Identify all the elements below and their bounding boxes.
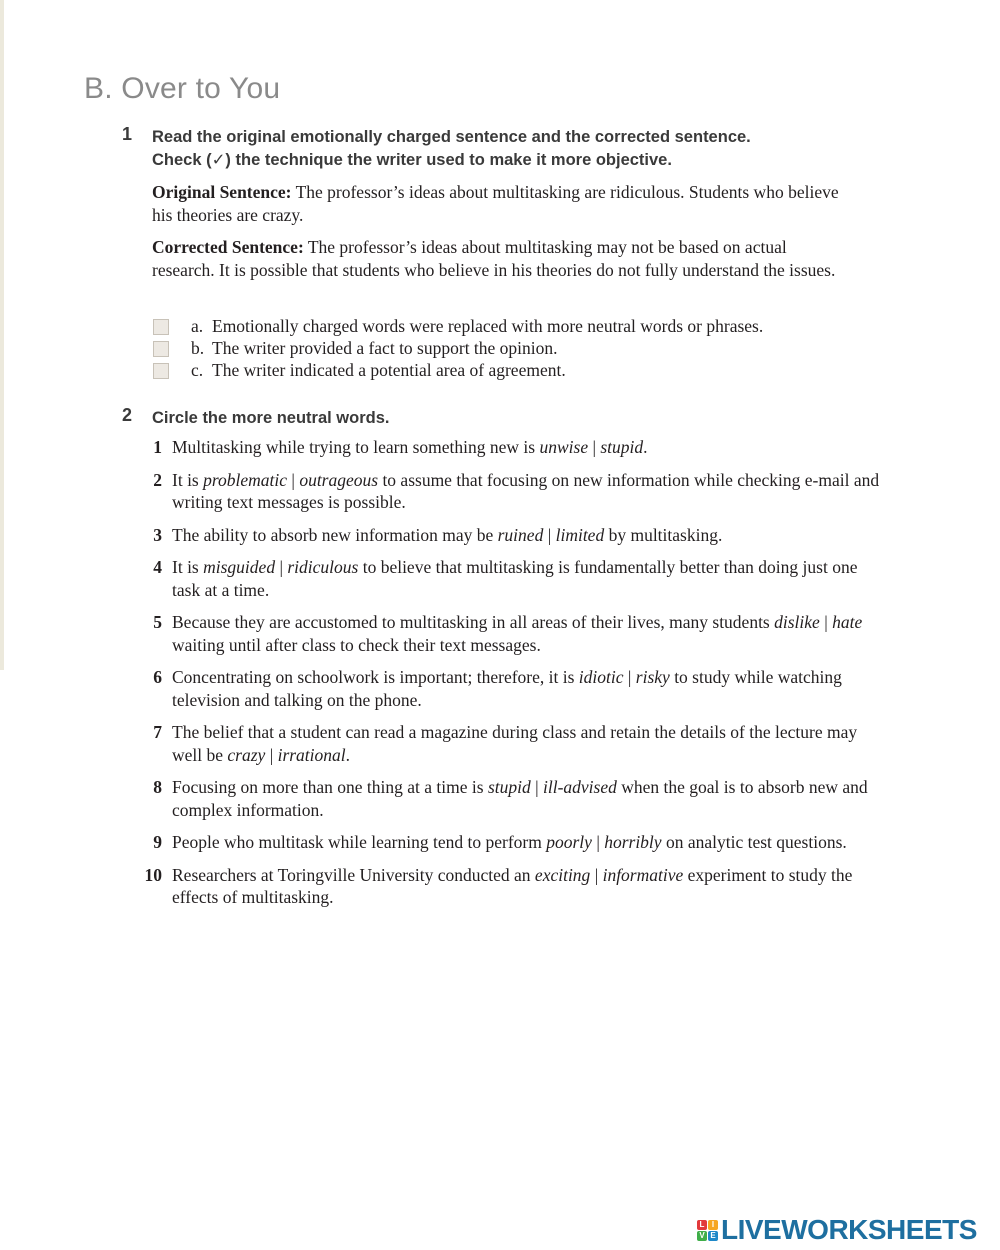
- sentence-after: when the goal is to absorb new and complex information.: [172, 777, 868, 820]
- option-letter: b.: [191, 338, 205, 358]
- liveworksheets-wordmark: LIVEWORKSHEETS: [721, 1214, 977, 1245]
- item-sentence: [172, 721, 880, 766]
- word-choice-b[interactable]: irrational: [277, 744, 346, 765]
- sentence-before: The ability to absorb new information may be: [172, 524, 498, 545]
- item-number: 8: [153, 777, 162, 797]
- exercise-1-number: 1: [122, 124, 133, 144]
- word-choice-a[interactable]: poorly: [546, 832, 592, 852]
- option-text: The writer provided a fact to support the opinion.: [212, 338, 558, 358]
- word-choice-b[interactable]: horribly: [604, 832, 662, 852]
- word-choice-a[interactable]: problematic: [203, 469, 288, 490]
- sentence-before: It is: [172, 557, 204, 577]
- item-sentence: [172, 666, 880, 711]
- corrected-sentence-text: The professor’s ideas about multitasking may not be based on actual research. It is possible that students who believe in his theories do not fully understand the issues.: [152, 237, 836, 280]
- checkbox-option-c[interactable]: [153, 363, 169, 379]
- technique-options: [152, 315, 852, 381]
- sentence-after: by multitasking.: [604, 524, 723, 545]
- choice-separator: |: [588, 437, 601, 457]
- checkbox-option-b[interactable]: [153, 341, 169, 357]
- item-sentence: [172, 611, 880, 656]
- option-text: Emotionally charged words were replaced with more neutral words or phrases.: [212, 316, 764, 336]
- corrected-sentence-label: Corrected Sentence:: [152, 237, 304, 257]
- list-item: [140, 864, 880, 909]
- technique-option-c: [152, 359, 852, 381]
- word-choice-a[interactable]: misguided: [203, 557, 276, 577]
- sentence-after: waiting until after class to check their text messages.: [172, 634, 541, 655]
- word-choice-b[interactable]: informative: [602, 864, 684, 885]
- exercise-1-heading: [152, 126, 912, 172]
- choice-separator: |: [275, 557, 288, 577]
- sentence-before: It is: [172, 469, 204, 490]
- list-item: [140, 831, 880, 854]
- list-item: [140, 721, 880, 766]
- liveworksheets-icon: [697, 1220, 718, 1241]
- word-choice-a[interactable]: ruined: [497, 524, 544, 545]
- original-sentence: [152, 181, 852, 226]
- logo-tile: I: [708, 1220, 718, 1230]
- item-sentence: [172, 524, 880, 547]
- corrected-sentence: [152, 236, 852, 281]
- list-item: [140, 776, 880, 821]
- original-sentence-label: Original Sentence:: [152, 182, 292, 202]
- item-sentence: [172, 436, 880, 459]
- list-item: [140, 666, 880, 711]
- choice-separator: |: [590, 864, 603, 885]
- sentence-before: Focusing on more than one thing at a time is: [172, 777, 488, 797]
- list-item: [140, 556, 880, 601]
- list-item: [140, 524, 880, 547]
- sentence-after: experiment to study the effects of multitasking.: [172, 864, 853, 907]
- word-choice-a[interactable]: exciting: [534, 864, 591, 885]
- item-number: 6: [153, 667, 162, 687]
- exercise-2-number: 2: [122, 405, 133, 425]
- exercise-1-heading-line1: Read the original emotionally charged sentence and the corrected sentence.: [152, 128, 751, 146]
- item-number: 4: [153, 557, 162, 577]
- word-choice-list: [140, 436, 880, 919]
- original-sentence-text: The professor’s ideas about multitasking are ridiculous. Students who believe his theories are crazy.: [152, 182, 839, 225]
- sentence-after: on analytic test questions.: [661, 832, 847, 852]
- exercise-2-heading: Circle the more neutral words.: [152, 409, 390, 427]
- exercise-1-heading-line2: Check (✓) the technique the writer used to make it more objective.: [152, 151, 672, 169]
- item-number: 2: [153, 469, 162, 490]
- choice-separator: |: [543, 524, 556, 545]
- option-text: The writer indicated a potential area of agreement.: [212, 360, 566, 380]
- sentence-before: People who multitask while learning tend to perform: [172, 832, 547, 852]
- sentence-before: Because they are accustomed to multitasking in all areas of their lives, many students: [172, 612, 775, 632]
- sentence-before: The belief that a student can read a magazine during class and retain the details of the lecture may well be: [172, 722, 858, 765]
- word-choice-a[interactable]: idiotic: [578, 667, 624, 687]
- liveworksheets-logo: [697, 1216, 977, 1244]
- word-choice-b[interactable]: ill-advised: [543, 777, 617, 797]
- sentence-after: .: [643, 437, 648, 457]
- item-number: 9: [153, 832, 162, 852]
- sentence-before: Researchers at Toringville University conducted an: [172, 864, 535, 885]
- item-number: 7: [153, 722, 162, 742]
- item-sentence: [172, 556, 880, 601]
- logo-tile: V: [697, 1231, 707, 1241]
- item-number: 10: [144, 864, 162, 885]
- choice-separator: |: [530, 777, 543, 797]
- choice-separator: |: [819, 612, 833, 632]
- list-item: [140, 611, 880, 656]
- option-letter: c.: [191, 360, 204, 380]
- sentence-after: .: [345, 744, 351, 765]
- word-choice-a[interactable]: dislike: [774, 612, 820, 632]
- word-choice-b[interactable]: hate: [832, 612, 863, 632]
- list-item: [140, 436, 880, 459]
- sentence-after: to believe that multitasking is fundamentally better than doing just one task at a time.: [172, 557, 858, 600]
- word-choice-b[interactable]: risky: [635, 667, 670, 687]
- item-sentence: [172, 831, 880, 854]
- item-number: 3: [153, 524, 162, 545]
- item-number: 1: [153, 437, 162, 457]
- checkbox-option-a[interactable]: [153, 319, 169, 335]
- word-choice-b[interactable]: ridiculous: [287, 557, 359, 577]
- option-letter: a.: [191, 316, 204, 336]
- word-choice-b[interactable]: stupid: [600, 437, 644, 457]
- choice-separator: |: [623, 667, 636, 687]
- sentence-before: Multitasking while trying to learn something new is: [172, 437, 540, 457]
- word-choice-b[interactable]: outrageous: [299, 469, 379, 490]
- word-choice-a[interactable]: crazy: [227, 744, 266, 765]
- choice-separator: |: [287, 469, 300, 490]
- item-sentence: [172, 864, 880, 909]
- sentence-before: Concentrating on schoolwork is important; therefore, it is: [172, 667, 579, 687]
- word-choice-a[interactable]: stupid: [487, 777, 531, 797]
- section-title: B. Over to You: [84, 72, 281, 105]
- list-item: [140, 469, 880, 514]
- logo-tile: L: [697, 1220, 707, 1230]
- item-number: 5: [153, 612, 162, 632]
- sentence-after: to assume that focusing on new information while checking e-mail and writing text messages is possible.: [172, 469, 880, 512]
- item-sentence: [172, 469, 880, 514]
- sentence-after: to study while watching television and talking on the phone.: [172, 667, 842, 710]
- word-choice-b[interactable]: limited: [555, 524, 605, 545]
- item-sentence: [172, 776, 880, 821]
- choice-separator: |: [265, 744, 278, 765]
- choice-separator: |: [591, 832, 605, 852]
- word-choice-a[interactable]: unwise: [539, 437, 589, 457]
- logo-tile: E: [708, 1231, 718, 1241]
- page-left-edge: [0, 0, 4, 670]
- technique-option-b: [152, 337, 852, 359]
- technique-option-a: [152, 315, 852, 337]
